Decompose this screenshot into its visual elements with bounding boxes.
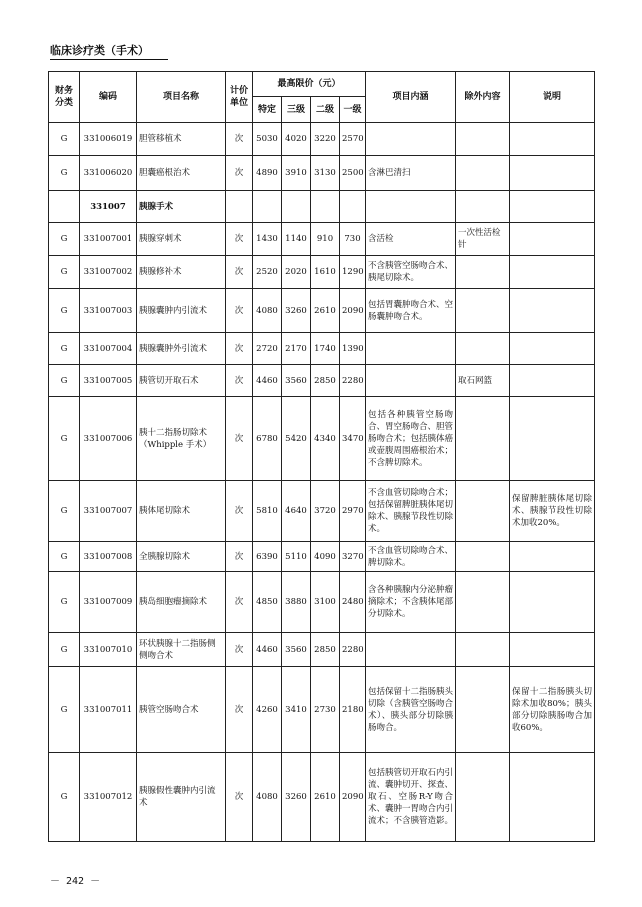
row-price-level3: 5420 [282,397,311,481]
row-price-special: 4460 [253,633,282,667]
row-price-level2: 1740 [311,333,340,365]
row-unit: 次 [226,156,253,191]
row-notes: 保留十二指肠胰头切除术加收80%；胰头部分切除胰肠吻合加收60%。 [510,667,595,753]
row-code: 331007009 [80,572,137,633]
row-notes [510,572,595,633]
row-price-level1: 2970 [340,481,366,542]
row-exclusions [456,572,510,633]
row-unit: 次 [226,123,253,156]
row-category: G [49,123,80,156]
row-price-special: 2520 [253,256,282,289]
row-name: 胆管移植术 [137,123,226,156]
row-price-level2 [311,191,340,223]
table-row [49,481,595,542]
row-price-level1: 2090 [340,753,366,842]
row-price-special: 2720 [253,333,282,365]
row-price-level3: 5110 [282,542,311,572]
row-price-level2: 1610 [311,256,340,289]
row-unit: 次 [226,256,253,289]
row-price-level3: 2020 [282,256,311,289]
row-unit: 次 [226,753,253,842]
row-category: G [49,397,80,481]
col-level3: 三级 [282,97,311,123]
table-row [49,365,595,397]
row-unit: 次 [226,667,253,753]
row-code: 331007005 [80,365,137,397]
row-price-level3: 3560 [282,365,311,397]
row-content [366,333,456,365]
row-notes: 保留脾脏胰体尾切除术、胰腺节段性切除术加收20%。 [510,481,595,542]
row-price-level1: 2090 [340,289,366,333]
row-category: G [49,633,80,667]
row-notes [510,333,595,365]
row-notes [510,753,595,842]
row-price-special: 6390 [253,542,282,572]
row-unit: 次 [226,481,253,542]
row-price-special: 4460 [253,365,282,397]
row-notes [510,633,595,667]
row-name: 全胰腺切除术 [137,542,226,572]
row-exclusions [456,633,510,667]
row-code: 331007006 [80,397,137,481]
row-content [366,123,456,156]
row-content: 不含胰管空肠吻合术、胰尾切除术。 [366,256,456,289]
row-code: 331006020 [80,156,137,191]
col-unit: 计价单位 [226,72,253,123]
row-unit: 次 [226,633,253,667]
row-unit: 次 [226,333,253,365]
page-header: 临床诊疗类（手术） [50,44,149,57]
table-row [49,753,595,842]
row-code: 331007 [80,191,137,223]
table-row [49,667,595,753]
row-price-level1: 2180 [340,667,366,753]
row-code: 331007008 [80,542,137,572]
row-unit: 次 [226,542,253,572]
table-row [49,256,595,289]
row-code: 331007010 [80,633,137,667]
row-notes [510,123,595,156]
row-name: 胰腺穿刺术 [137,223,226,256]
row-content: 包括各种胰管空肠吻合、胃空肠吻合、胆管肠吻合术；包括胰体癌或壶腹周围癌根治术；不含脾切除术。 [366,397,456,481]
row-price-level1: 3270 [340,542,366,572]
row-name: 胰体尾切除术 [137,481,226,542]
row-content: 含活检 [366,223,456,256]
row-price-special [253,191,282,223]
row-name: 胰腺假性囊肿内引流术 [137,753,226,842]
row-price-level3: 1140 [282,223,311,256]
table-row [49,123,595,156]
row-name: 胆囊癌根治术 [137,156,226,191]
row-price-level2: 4340 [311,397,340,481]
header-rule [50,59,168,60]
row-name: 胰腺囊肿外引流术 [137,333,226,365]
row-code: 331007011 [80,667,137,753]
row-content: 包括保留十二指肠胰头切除（含胰管空肠吻合术）、胰头部分切除胰肠吻合。 [366,667,456,753]
row-price-level3: 3260 [282,289,311,333]
row-price-level1: 730 [340,223,366,256]
row-content: 不含血管切除吻合术、脾切除术。 [366,542,456,572]
row-price-level1: 2480 [340,572,366,633]
row-price-level1: 2280 [340,365,366,397]
row-exclusions [456,753,510,842]
table-row [49,397,595,481]
col-category: 财务分类 [49,72,80,123]
col-special: 特定 [253,97,282,123]
row-notes [510,191,595,223]
row-category: G [49,667,80,753]
row-name: 胰管切开取石术 [137,365,226,397]
row-notes [510,397,595,481]
row-content: 含淋巴清扫 [366,156,456,191]
row-notes [510,156,595,191]
row-price-special: 1430 [253,223,282,256]
row-category: G [49,542,80,572]
row-code: 331007007 [80,481,137,542]
row-price-level3: 4020 [282,123,311,156]
col-max-price: 最高限价（元） [253,72,366,97]
row-exclusions: 一次性活检针 [456,223,510,256]
row-price-special: 4260 [253,667,282,753]
row-price-level1: 3470 [340,397,366,481]
row-exclusions [456,542,510,572]
row-name: 胰管空肠吻合术 [137,667,226,753]
row-code: 331007012 [80,753,137,842]
row-category: G [49,223,80,256]
table-row [49,633,595,667]
row-name: 胰腺修补术 [137,256,226,289]
col-level2: 二级 [311,97,340,123]
row-code: 331007003 [80,289,137,333]
row-price-level2: 3130 [311,156,340,191]
row-name: 胰腺手术 [137,191,226,223]
row-category: G [49,753,80,842]
row-price-level2: 2850 [311,633,340,667]
row-exclusions [456,667,510,753]
col-notes: 说明 [510,72,595,123]
row-notes [510,223,595,256]
row-price-level3: 3910 [282,156,311,191]
row-category: G [49,481,80,542]
row-name: 环状胰腺十二指肠侧侧吻合术 [137,633,226,667]
table-row [49,333,595,365]
row-price-level2: 2850 [311,365,340,397]
row-exclusions [456,289,510,333]
row-code: 331007001 [80,223,137,256]
row-price-level3: 2170 [282,333,311,365]
row-name: 胰腺囊肿内引流术 [137,289,226,333]
row-notes [510,542,595,572]
row-content [366,191,456,223]
row-price-level2: 3100 [311,572,340,633]
row-price-level2: 3220 [311,123,340,156]
row-price-level3 [282,191,311,223]
table-row [49,289,595,333]
row-exclusions: 取石网篮 [456,365,510,397]
row-unit: 次 [226,572,253,633]
row-price-level2: 2730 [311,667,340,753]
row-code: 331007002 [80,256,137,289]
row-price-level3: 3560 [282,633,311,667]
row-price-special: 6780 [253,397,282,481]
row-exclusions [456,256,510,289]
row-price-special: 4850 [253,572,282,633]
row-exclusions [456,191,510,223]
row-category: G [49,572,80,633]
row-price-level3: 3260 [282,753,311,842]
table-row [49,542,595,572]
row-category: G [49,289,80,333]
col-exclusions: 除外内容 [456,72,510,123]
row-content: 不含血管切除吻合术；包括保留脾脏胰体尾切除术、胰腺节段性切除术。 [366,481,456,542]
row-content: 包括胃囊肿吻合术、空肠囊肿吻合术。 [366,289,456,333]
col-content: 项目内涵 [366,72,456,123]
row-price-level3: 3410 [282,667,311,753]
row-category: G [49,365,80,397]
row-price-level1: 2280 [340,633,366,667]
page-number: － 242 － [50,876,101,887]
row-price-special: 5810 [253,481,282,542]
row-notes [510,365,595,397]
row-price-level2: 2610 [311,753,340,842]
row-price-level1: 1390 [340,333,366,365]
row-price-level1: 1290 [340,256,366,289]
row-content [366,633,456,667]
row-price-special: 4890 [253,156,282,191]
row-exclusions [456,333,510,365]
row-name: 胰十二指肠切除术（Whipple 手术） [137,397,226,481]
row-exclusions [456,481,510,542]
table-row [49,223,595,256]
row-price-level2: 2610 [311,289,340,333]
col-name: 项目名称 [137,72,226,123]
table-row [49,156,595,191]
row-price-special: 5030 [253,123,282,156]
table-row [49,191,595,223]
row-content: 含各种胰腺内分泌肿瘤摘除术；不含胰体尾部分切除术。 [366,572,456,633]
row-price-level2: 4090 [311,542,340,572]
row-unit: 次 [226,365,253,397]
row-code: 331006019 [80,123,137,156]
row-category: G [49,256,80,289]
row-unit: 次 [226,223,253,256]
row-price-level2: 910 [311,223,340,256]
col-code: 编码 [80,72,137,123]
row-content: 包括胰管切开取石内引流、囊肿切开、探查、取石、空肠R-Y吻合术、囊肿一胃吻合内引流术；不含胰管造影。 [366,753,456,842]
row-content [366,365,456,397]
row-price-level1: 2500 [340,156,366,191]
row-category [49,191,80,223]
row-unit: 次 [226,289,253,333]
row-price-special: 4080 [253,289,282,333]
row-notes [510,256,595,289]
row-price-level1: 2570 [340,123,366,156]
row-code: 331007004 [80,333,137,365]
row-unit [226,191,253,223]
row-unit: 次 [226,397,253,481]
row-name: 胰岛细胞瘤摘除术 [137,572,226,633]
row-notes [510,289,595,333]
row-price-level2: 3720 [311,481,340,542]
row-exclusions [456,397,510,481]
row-exclusions [456,123,510,156]
col-level1: 一级 [340,97,366,123]
row-price-special: 4080 [253,753,282,842]
row-category: G [49,156,80,191]
row-price-level1 [340,191,366,223]
row-category: G [49,333,80,365]
row-price-level3: 4640 [282,481,311,542]
row-exclusions [456,156,510,191]
row-price-level3: 3880 [282,572,311,633]
fee-table [48,71,595,842]
table-row [49,572,595,633]
